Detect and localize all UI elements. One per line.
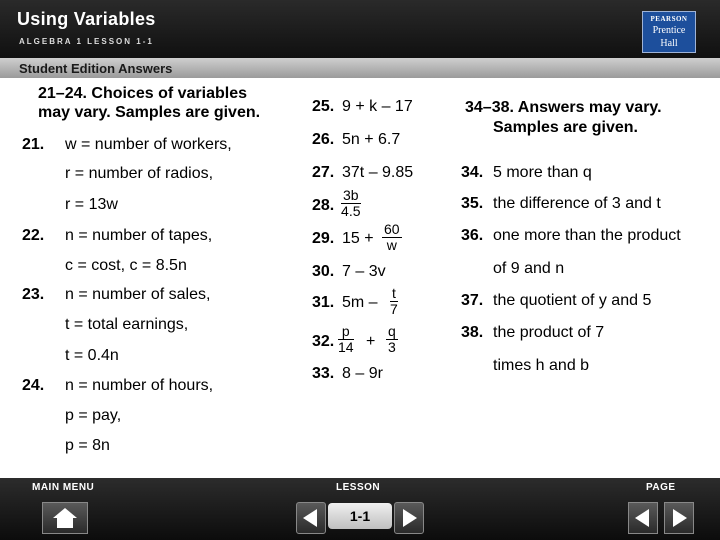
answer-25: 9 + k – 17	[342, 98, 413, 115]
answer-32-plus: +	[366, 333, 376, 350]
answer-23-line3: t = 0.4n	[65, 347, 119, 364]
answer-26: 5n + 6.7	[342, 131, 401, 148]
fraction-29-numerator: 60	[384, 221, 400, 237]
fraction-29	[382, 222, 402, 253]
answer-29-prefix: 15 +	[342, 230, 374, 247]
answer-number-22: 22.	[22, 227, 45, 244]
answer-number-28: 28.	[312, 197, 335, 214]
fraction-28-denominator: 4.5	[341, 203, 361, 219]
answer-34: 5 more than q	[493, 164, 592, 181]
arrow-left-icon	[629, 503, 657, 533]
answer-38-line1: the product of 7	[493, 324, 605, 341]
logo-text-prentice: Prentice	[652, 25, 686, 36]
answer-24-line1: n = number of hours,	[65, 377, 214, 394]
fraction-31-numerator: t	[392, 285, 396, 301]
answer-22-line1: n = number of tapes,	[65, 227, 213, 244]
section-title: Student Edition Answers	[19, 61, 173, 76]
arrow-right-icon	[395, 503, 423, 533]
answer-number-21: 21.	[22, 136, 45, 153]
fraction-32b-denominator: 3	[388, 339, 396, 355]
fraction-31-denominator: 7	[390, 301, 398, 317]
fraction-32b	[386, 324, 398, 355]
answer-21-line1: w = number of workers,	[65, 136, 232, 153]
answer-21-line3: r = 13w	[65, 196, 118, 213]
answer-number-26: 26.	[312, 131, 335, 148]
answer-number-29: 29.	[312, 230, 335, 247]
answer-37: the quotient of y and 5	[493, 292, 652, 309]
answer-30: 7 – 3v	[342, 263, 386, 280]
logo-text-hall: Hall	[660, 38, 678, 49]
answer-number-31: 31.	[312, 294, 335, 311]
answer-23-line1: n = number of sales,	[65, 286, 211, 303]
fraction-32a-denominator: 14	[338, 339, 354, 355]
next-lesson-button[interactable]	[394, 502, 424, 534]
answer-31-prefix: 5m –	[342, 294, 378, 311]
arrow-left-icon	[297, 503, 325, 533]
answer-21-line2: r = number of radios,	[65, 165, 214, 182]
lesson-number-badge: 1-1	[328, 503, 392, 529]
page-label: PAGE	[646, 482, 676, 493]
fraction-32a	[338, 324, 354, 355]
fraction-31	[390, 286, 398, 317]
answer-number-30: 30.	[312, 263, 335, 280]
answer-number-25: 25.	[312, 98, 335, 115]
fraction-32b-numerator: q	[388, 323, 396, 339]
answer-33: 8 – 9r	[342, 365, 383, 382]
fraction-28	[341, 188, 361, 219]
answer-38-line2: times h and b	[493, 357, 590, 374]
col1-heading-line2: may vary. Samples are given.	[38, 104, 261, 121]
next-page-button[interactable]	[664, 502, 694, 534]
answer-number-35: 35.	[461, 195, 484, 212]
col1-heading-line1: 21–24. Choices of variables	[38, 85, 247, 102]
answer-number-24: 24.	[22, 377, 45, 394]
fraction-29-denominator: w	[386, 237, 397, 253]
answer-35: the difference of 3 and t	[493, 195, 661, 212]
col3-heading-line2: Samples are given.	[493, 119, 638, 136]
logo-text-pearson: PEARSON	[650, 15, 688, 23]
answer-number-23: 23.	[22, 286, 45, 303]
pearson-logo	[642, 11, 696, 53]
fraction-32a-numerator: p	[338, 324, 354, 340]
arrow-right-icon	[665, 503, 693, 533]
main-menu-button[interactable]	[42, 502, 88, 534]
home-icon	[43, 503, 87, 533]
answer-36-line1: one more than the product	[493, 227, 681, 244]
lesson-label: LESSON	[336, 482, 381, 493]
answer-27: 37t – 9.85	[342, 164, 414, 181]
answer-23-line2: t = total earnings,	[65, 316, 189, 333]
answer-22-line2: c = cost, c = 8.5n	[65, 257, 187, 274]
answer-number-37: 37.	[461, 292, 484, 309]
answer-36-line2: of 9 and n	[493, 260, 565, 277]
answer-24-line3: p = 8n	[65, 437, 110, 454]
lesson-subtitle: ALGEBRA 1 LESSON 1-1	[19, 37, 154, 46]
page-title: Using Variables	[17, 9, 156, 29]
answer-number-34: 34.	[461, 164, 484, 181]
fraction-28-numerator: 3b	[343, 187, 359, 203]
answer-number-32: 32.	[312, 333, 335, 350]
answer-number-36: 36.	[461, 227, 484, 244]
answer-24-line2: p = pay,	[65, 407, 122, 424]
main-menu-label: MAIN MENU	[32, 482, 95, 493]
answer-number-38: 38.	[461, 324, 484, 341]
previous-page-button[interactable]	[628, 502, 658, 534]
answer-number-33: 33.	[312, 365, 335, 382]
answer-number-27: 27.	[312, 164, 335, 181]
previous-lesson-button[interactable]	[296, 502, 326, 534]
col3-heading-line1: 34–38. Answers may vary.	[465, 99, 662, 116]
